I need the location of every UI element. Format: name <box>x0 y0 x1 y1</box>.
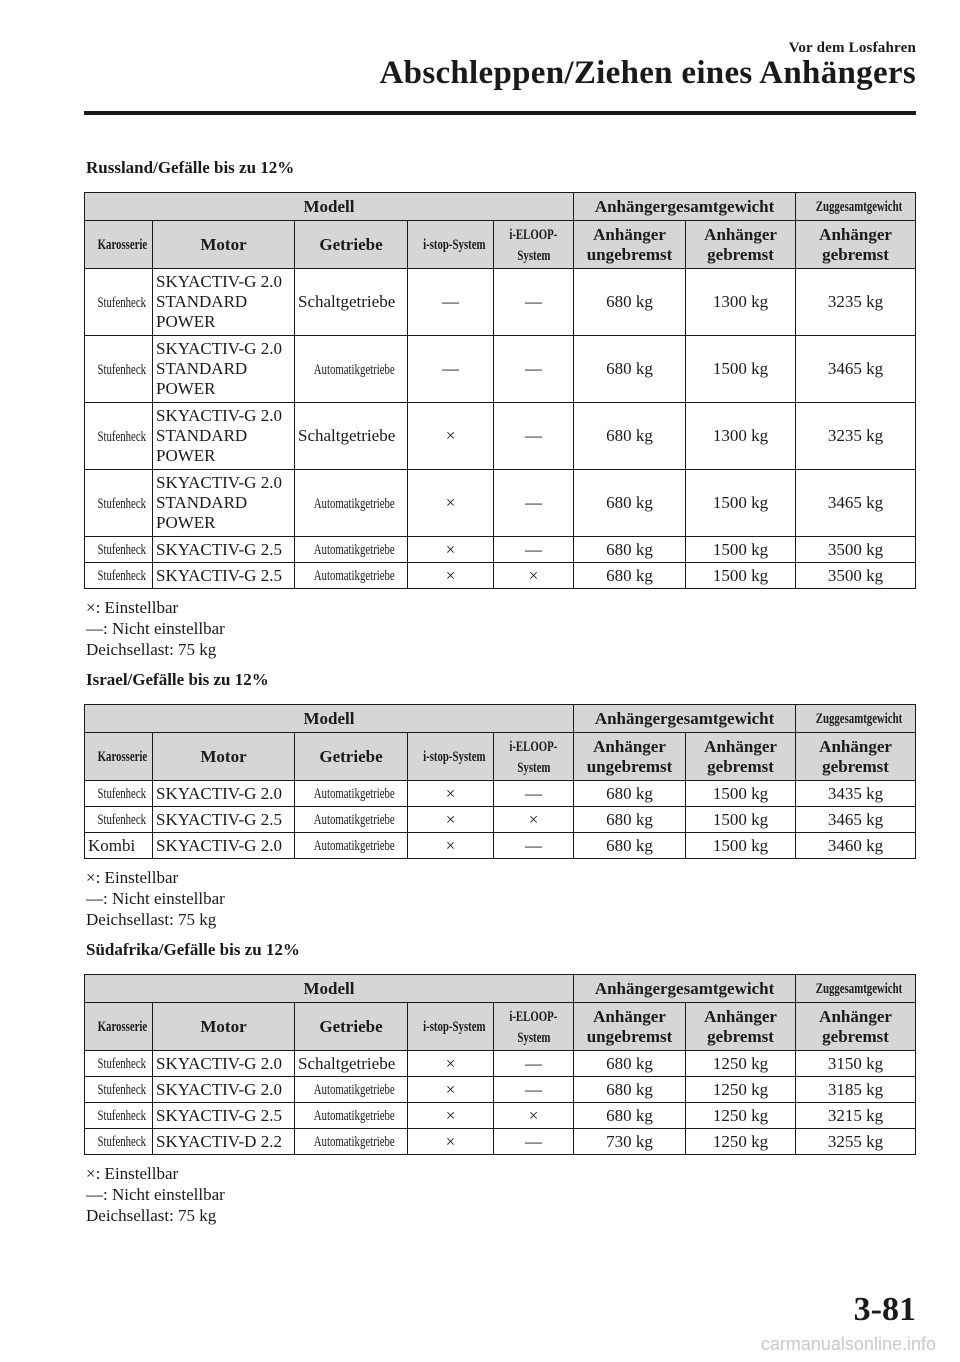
cell-karosserie <box>85 336 153 403</box>
cell-gebremst: 1300 kg <box>686 269 796 336</box>
header-motor: Motor <box>153 221 295 269</box>
cell-ieloop: — <box>494 1077 574 1103</box>
cell-motor-line: STANDARD <box>156 426 248 445</box>
cell-istop: × <box>408 807 494 833</box>
header-gebremst-line: Anhänger <box>704 224 777 244</box>
header-ungebremst-line: ungebremst <box>586 244 673 264</box>
cell-gebremst: 1500 kg <box>686 537 796 563</box>
cell-karosserie-text: Stufenheck <box>97 786 147 802</box>
cell-motor-line: STANDARD <box>156 292 248 311</box>
header-ieloop <box>494 221 574 269</box>
cell-getriebe-text: Automatikgetriebe <box>313 812 395 828</box>
cell-getriebe-text: Schaltgetriebe <box>298 292 396 311</box>
header-gebremst-line: Anhänger <box>704 1006 777 1026</box>
table-row <box>85 269 916 336</box>
header-getriebe: Getriebe <box>295 221 408 269</box>
note-line: Deichsellast: 75 kg <box>86 1206 217 1225</box>
table-row <box>85 781 916 807</box>
cell-zuggesamtgewicht: 3235 kg <box>796 403 916 470</box>
cell-motor <box>153 1129 295 1155</box>
cell-zuggesamtgewicht: 3465 kg <box>796 470 916 537</box>
page-content <box>84 158 916 1236</box>
cell-ungebremst: 730 kg <box>574 1129 686 1155</box>
cell-getriebe <box>295 833 408 859</box>
cell-gebremst: 1500 kg <box>686 807 796 833</box>
cell-karosserie <box>85 537 153 563</box>
cell-zuggesamtgewicht: 3235 kg <box>796 269 916 336</box>
cell-gebremst: 1500 kg <box>686 470 796 537</box>
cell-getriebe-text: Automatikgetriebe <box>313 495 395 512</box>
cell-karosserie <box>85 833 153 859</box>
cell-ieloop: × <box>494 807 574 833</box>
cell-karosserie-text: Stufenheck <box>97 1108 147 1124</box>
towing-weights-table <box>84 192 916 589</box>
cell-ieloop: × <box>494 1103 574 1129</box>
header-zuggesamtgewicht <box>796 193 916 221</box>
table-row <box>85 563 916 589</box>
cell-getriebe <box>295 563 408 589</box>
cell-karosserie <box>85 1129 153 1155</box>
page-number: 3-81 <box>853 1291 916 1328</box>
header-zug-gebremst <box>796 221 916 269</box>
cell-ungebremst: 680 kg <box>574 781 686 807</box>
cell-karosserie-text: Stufenheck <box>97 542 147 558</box>
note-line: —: Nicht einstellbar <box>86 889 225 908</box>
header-getriebe: Getriebe <box>295 733 408 781</box>
cell-karosserie <box>85 563 153 589</box>
header-ieloop-line: i-ELOOP- <box>509 738 558 755</box>
header-gebremst <box>686 733 796 781</box>
cell-gebremst: 1300 kg <box>686 403 796 470</box>
cell-ieloop: — <box>494 537 574 563</box>
table-notes <box>86 867 916 930</box>
cell-getriebe <box>295 781 408 807</box>
cell-karosserie <box>85 1077 153 1103</box>
cell-motor-line: POWER <box>156 513 216 532</box>
header-ieloop-line: i-ELOOP- <box>509 226 558 243</box>
cell-motor-line: POWER <box>156 446 216 465</box>
cell-gebremst: 1500 kg <box>686 833 796 859</box>
header-row-columns <box>85 1003 916 1051</box>
note-line: Deichsellast: 75 kg <box>86 910 217 929</box>
header-gebremst <box>686 1003 796 1051</box>
header-gebremst <box>686 221 796 269</box>
header-ungebremst <box>574 221 686 269</box>
header-row-columns <box>85 221 916 269</box>
header-ieloop <box>494 1003 574 1051</box>
header-ieloop-line: i-ELOOP- <box>509 1008 558 1025</box>
header-istop <box>408 221 494 269</box>
cell-istop: — <box>408 336 494 403</box>
table-row <box>85 807 916 833</box>
cell-karosserie <box>85 1103 153 1129</box>
cell-ieloop: — <box>494 336 574 403</box>
cell-ungebremst: 680 kg <box>574 336 686 403</box>
header-ungebremst <box>574 1003 686 1051</box>
cell-istop: × <box>408 537 494 563</box>
cell-getriebe-text: Schaltgetriebe <box>298 426 396 445</box>
cell-istop: × <box>408 781 494 807</box>
cell-getriebe <box>295 1077 408 1103</box>
cell-motor <box>153 470 295 537</box>
header-modell: Modell <box>85 705 574 733</box>
cell-karosserie <box>85 807 153 833</box>
table-row <box>85 1129 916 1155</box>
header-karosserie <box>85 1003 153 1051</box>
section-gap <box>84 1226 916 1236</box>
cell-gebremst: 1250 kg <box>686 1077 796 1103</box>
cell-zuggesamtgewicht: 3255 kg <box>796 1129 916 1155</box>
cell-karosserie <box>85 781 153 807</box>
table-row <box>85 336 916 403</box>
header-ieloop <box>494 733 574 781</box>
cell-getriebe-text: Automatikgetriebe <box>313 542 395 558</box>
header-gebremst-line: gebremst <box>707 244 774 264</box>
header-istop-label: i-stop-System <box>423 1019 486 1035</box>
cell-istop: × <box>408 1103 494 1129</box>
cell-motor-line: STANDARD <box>156 493 248 512</box>
cell-getriebe <box>295 403 408 470</box>
cell-istop: × <box>408 470 494 537</box>
header-ieloop-line: System <box>517 759 551 776</box>
header-ungebremst <box>574 733 686 781</box>
header-zug-gebremst <box>796 733 916 781</box>
cell-karosserie <box>85 269 153 336</box>
cell-motor-line: SKYACTIV-G 2.5 <box>156 565 282 585</box>
cell-ieloop: — <box>494 403 574 470</box>
cell-karosserie-text: Stufenheck <box>97 1056 147 1072</box>
header-ieloop-line: System <box>517 1029 551 1046</box>
header-row-groups <box>85 975 916 1003</box>
header-zuggesamtgewicht <box>796 705 916 733</box>
cell-ieloop: — <box>494 781 574 807</box>
header-istop-label: i-stop-System <box>423 749 486 765</box>
table-row <box>85 833 916 859</box>
header-karosserie-label: Karosserie <box>97 749 148 765</box>
cell-motor-line: SKYACTIV-G 2.0 <box>156 1053 282 1073</box>
cell-getriebe-text: Automatikgetriebe <box>313 568 395 584</box>
cell-zuggesamtgewicht: 3150 kg <box>796 1051 916 1077</box>
header-gebremst-line: gebremst <box>707 1026 774 1046</box>
cell-ieloop: — <box>494 833 574 859</box>
header-ungebremst-line: Anhänger <box>593 1006 666 1026</box>
cell-ieloop: × <box>494 563 574 589</box>
header-anhaengergesamtgewicht: Anhängergesamtgewicht <box>574 705 796 733</box>
cell-motor <box>153 807 295 833</box>
header-rule <box>84 111 916 115</box>
cell-ungebremst: 680 kg <box>574 269 686 336</box>
cell-getriebe-text: Automatikgetriebe <box>313 1134 395 1150</box>
header-istop <box>408 1003 494 1051</box>
cell-ungebremst: 680 kg <box>574 563 686 589</box>
cell-zuggesamtgewicht: 3465 kg <box>796 807 916 833</box>
table-row <box>85 470 916 537</box>
cell-karosserie-text: Stufenheck <box>97 812 147 828</box>
cell-zuggesamtgewicht: 3500 kg <box>796 537 916 563</box>
header-zug-gebremst-line: Anhänger <box>819 1006 892 1026</box>
table-row <box>85 403 916 470</box>
header-modell: Modell <box>85 975 574 1003</box>
cell-motor <box>153 1077 295 1103</box>
header-ungebremst-line: Anhänger <box>593 736 666 756</box>
cell-istop: × <box>408 1051 494 1077</box>
header-ungebremst-line: ungebremst <box>586 756 673 776</box>
table-notes <box>86 597 916 660</box>
header-zug-gebremst-line: Anhänger <box>819 736 892 756</box>
cell-motor-line: POWER <box>156 312 216 331</box>
cell-motor-line: SKYACTIV-G 2.0 <box>156 835 282 855</box>
cell-getriebe-text: Automatikgetriebe <box>313 1082 395 1098</box>
header-karosserie <box>85 221 153 269</box>
header-zug-gebremst-line: gebremst <box>822 1026 889 1046</box>
cell-gebremst: 1250 kg <box>686 1103 796 1129</box>
section-heading: Israel/Gefälle bis zu 12% <box>86 670 269 689</box>
cell-motor-line: SKYACTIV-G 2.5 <box>156 1105 282 1125</box>
cell-ungebremst: 680 kg <box>574 833 686 859</box>
cell-zuggesamtgewicht: 3185 kg <box>796 1077 916 1103</box>
section-heading: Russland/Gefälle bis zu 12% <box>86 158 295 177</box>
cell-motor-line: SKYACTIV-G 2.0 <box>156 473 282 492</box>
cell-ungebremst: 680 kg <box>574 1077 686 1103</box>
cell-zuggesamtgewicht: 3215 kg <box>796 1103 916 1129</box>
cell-karosserie <box>85 1051 153 1077</box>
header-zug-gebremst-line: gebremst <box>822 244 889 264</box>
cell-ungebremst: 680 kg <box>574 403 686 470</box>
header-ieloop-line: System <box>517 247 551 264</box>
cell-istop: × <box>408 403 494 470</box>
note-line: —: Nicht einstellbar <box>86 619 225 638</box>
chapter-title: Abschleppen/Ziehen eines Anhängers <box>379 55 916 91</box>
table-row <box>85 537 916 563</box>
cell-motor-line: SKYACTIV-G 2.0 <box>156 406 282 425</box>
cell-motor <box>153 1051 295 1077</box>
cell-getriebe <box>295 1103 408 1129</box>
cell-karosserie <box>85 470 153 537</box>
cell-zuggesamtgewicht: 3460 kg <box>796 833 916 859</box>
header-gebremst-line: Anhänger <box>704 736 777 756</box>
cell-ungebremst: 680 kg <box>574 470 686 537</box>
cell-zuggesamtgewicht: 3465 kg <box>796 336 916 403</box>
cell-getriebe <box>295 807 408 833</box>
cell-motor-line: SKYACTIV-G 2.0 <box>156 272 282 291</box>
header-anhaengergesamtgewicht: Anhängergesamtgewicht <box>574 193 796 221</box>
header-anhaengergesamtgewicht: Anhängergesamtgewicht <box>574 975 796 1003</box>
cell-getriebe-text: Automatikgetriebe <box>313 361 395 378</box>
cell-motor <box>153 563 295 589</box>
note-line: ×: Einstellbar <box>86 598 179 617</box>
header-modell: Modell <box>85 193 574 221</box>
header-zug-gebremst <box>796 1003 916 1051</box>
section-gap <box>84 660 916 670</box>
cell-motor <box>153 269 295 336</box>
cell-motor <box>153 403 295 470</box>
cell-getriebe-text: Automatikgetriebe <box>313 838 395 854</box>
cell-ieloop: — <box>494 470 574 537</box>
cell-zuggesamtgewicht: 3435 kg <box>796 781 916 807</box>
note-line: ×: Einstellbar <box>86 868 179 887</box>
header-karosserie-label: Karosserie <box>97 237 148 253</box>
cell-motor-line: SKYACTIV-G 2.0 <box>156 1079 282 1099</box>
cell-motor-line: SKYACTIV-G 2.0 <box>156 339 282 358</box>
section-heading: Südafrika/Gefälle bis zu 12% <box>86 940 300 959</box>
header-row-columns <box>85 733 916 781</box>
header-getriebe: Getriebe <box>295 1003 408 1051</box>
cell-getriebe <box>295 537 408 563</box>
table-row <box>85 1103 916 1129</box>
cell-gebremst: 1500 kg <box>686 781 796 807</box>
cell-ieloop: — <box>494 1129 574 1155</box>
cell-motor <box>153 336 295 403</box>
cell-istop: × <box>408 1077 494 1103</box>
header-zug-gebremst-line: Anhänger <box>819 224 892 244</box>
cell-karosserie-text: Kombi <box>88 835 136 855</box>
cell-zuggesamtgewicht: 3500 kg <box>796 563 916 589</box>
header-zuggesamtgewicht-label: Zuggesamtgewicht <box>815 199 903 215</box>
header-zuggesamtgewicht-label: Zuggesamtgewicht <box>815 711 903 727</box>
table-notes <box>86 1163 916 1226</box>
header-zug-gebremst-line: gebremst <box>822 756 889 776</box>
header-zuggesamtgewicht-label: Zuggesamtgewicht <box>815 981 903 997</box>
header-row-groups <box>85 193 916 221</box>
cell-getriebe-text: Automatikgetriebe <box>313 786 395 802</box>
note-line: —: Nicht einstellbar <box>86 1185 225 1204</box>
cell-motor-line: SKYACTIV-G 2.0 <box>156 783 282 803</box>
cell-istop: × <box>408 833 494 859</box>
cell-getriebe <box>295 336 408 403</box>
cell-karosserie-text: Stufenheck <box>97 294 147 311</box>
towing-weights-table <box>84 974 916 1155</box>
header-karosserie-label: Karosserie <box>97 1019 148 1035</box>
cell-karosserie-text: Stufenheck <box>97 428 147 445</box>
cell-motor-line: STANDARD <box>156 359 248 378</box>
cell-karosserie-text: Stufenheck <box>97 568 147 584</box>
cell-getriebe-text: Automatikgetriebe <box>313 1108 395 1124</box>
towing-weights-table <box>84 704 916 859</box>
cell-karosserie-text: Stufenheck <box>97 1082 147 1098</box>
cell-motor-line: SKYACTIV-G 2.5 <box>156 809 282 829</box>
cell-ungebremst: 680 kg <box>574 1103 686 1129</box>
header-row-groups <box>85 705 916 733</box>
header-ungebremst-line: Anhänger <box>593 224 666 244</box>
cell-motor <box>153 833 295 859</box>
cell-karosserie <box>85 403 153 470</box>
cell-motor <box>153 781 295 807</box>
cell-getriebe <box>295 470 408 537</box>
cell-ungebremst: 680 kg <box>574 537 686 563</box>
header-gebremst-line: gebremst <box>707 756 774 776</box>
cell-ieloop: — <box>494 1051 574 1077</box>
cell-motor-line: POWER <box>156 379 216 398</box>
cell-ieloop: — <box>494 269 574 336</box>
cell-istop: × <box>408 1129 494 1155</box>
header-motor: Motor <box>153 1003 295 1051</box>
header-ungebremst-line: ungebremst <box>586 1026 673 1046</box>
cell-ungebremst: 680 kg <box>574 807 686 833</box>
cell-karosserie-text: Stufenheck <box>97 361 147 378</box>
cell-karosserie-text: Stufenheck <box>97 495 147 512</box>
header-zuggesamtgewicht <box>796 975 916 1003</box>
cell-gebremst: 1250 kg <box>686 1051 796 1077</box>
table-row <box>85 1051 916 1077</box>
cell-getriebe <box>295 269 408 336</box>
cell-ungebremst: 680 kg <box>574 1051 686 1077</box>
cell-getriebe <box>295 1129 408 1155</box>
note-line: ×: Einstellbar <box>86 1164 179 1183</box>
section-label: Vor dem Losfahren <box>788 40 916 56</box>
cell-karosserie-text: Stufenheck <box>97 1134 147 1150</box>
cell-motor-line: SKYACTIV-D 2.2 <box>156 1131 282 1151</box>
header-istop <box>408 733 494 781</box>
cell-getriebe-text: Schaltgetriebe <box>298 1053 396 1073</box>
cell-motor-line: SKYACTIV-G 2.5 <box>156 539 282 559</box>
footer-watermark: carmanualsonline.info <box>760 1334 936 1354</box>
cell-istop: — <box>408 269 494 336</box>
cell-istop: × <box>408 563 494 589</box>
cell-motor <box>153 1103 295 1129</box>
cell-gebremst: 1500 kg <box>686 563 796 589</box>
cell-motor <box>153 537 295 563</box>
header-karosserie <box>85 733 153 781</box>
cell-gebremst: 1250 kg <box>686 1129 796 1155</box>
header-motor: Motor <box>153 733 295 781</box>
table-row <box>85 1077 916 1103</box>
note-line: Deichsellast: 75 kg <box>86 640 217 659</box>
cell-getriebe <box>295 1051 408 1077</box>
header-istop-label: i-stop-System <box>423 237 486 253</box>
cell-gebremst: 1500 kg <box>686 336 796 403</box>
page-header <box>380 40 916 92</box>
section-gap <box>84 930 916 940</box>
